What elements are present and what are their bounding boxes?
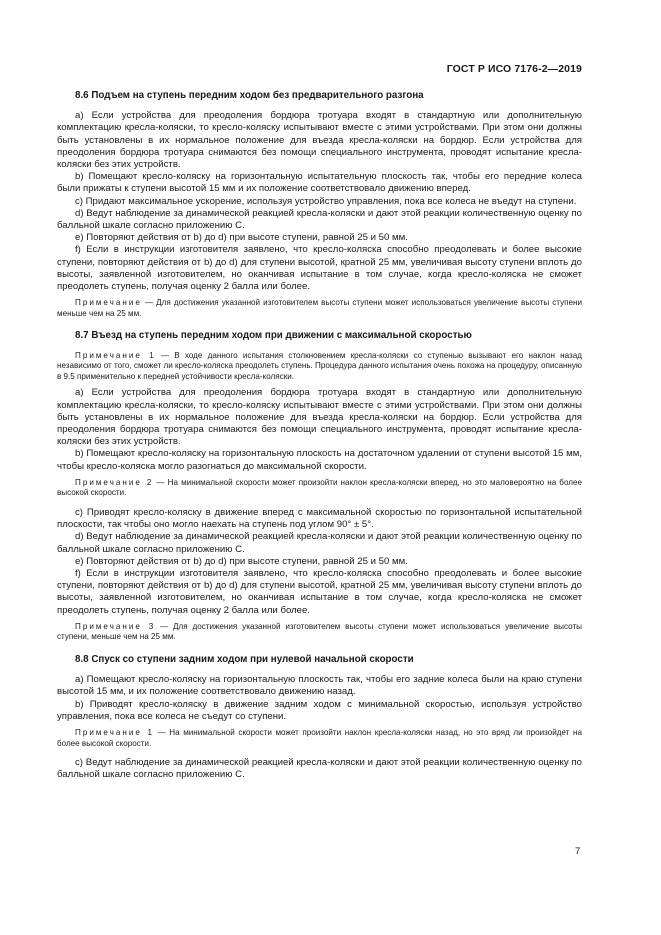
- paragraph-8-6-c: c) Придают максимальное ускорение, используя устройство управления, пока все колеса не въедут на ступени.: [75, 195, 577, 207]
- paragraph-8-6-e: e) Повторяют действия от b) до d) при высоте ступени, равной 25 и 50 мм.: [75, 232, 408, 244]
- paragraph-8-7-a: a) Если устройства для преодоления бордюра тротуара входят в стандартную или дополнительную комплектацию кресла-коляски, то кресло-коляску испытывают вместе с этими устройствами. При этом они должны быть установлены в их нормальное положение для въезда кресла-коляски на бордюр. Если устройства для преодоления бордюра тротуара снимаются без помощи специального инструмента, проводят испытание кресла-коляски без этих устройств.: [57, 387, 582, 448]
- note-text: — Для достижения указанной изготовителем высоты ступени может использоваться увеличение высоты ступени меньше чем на 25 мм.: [57, 298, 582, 318]
- note-8-8-1: [57, 728, 582, 749]
- note-8-7-3: [57, 622, 582, 643]
- paragraph-8-8-b: b) Приводят кресло-коляску в движение задним ходом с минимальной скоростью, используя устройство управления, пока все колеса не съедут со ступени.: [57, 698, 582, 722]
- section-heading-8-8: 8.8 Спуск со ступени задним ходом при нулевой начальной скорости: [75, 654, 414, 666]
- note-text: — В ходе данного испытания столкновением кресла-коляски со ступенью вызывают его наклон назад независимо от того, сможет ли кресло-коляска преодолеть ступень. Процедура данного испытания очень похожа на процедуру, описанную в 9.5 применительно к передней устойчивости кресла-коляски.: [57, 350, 582, 381]
- note-label: Примечание 2: [75, 477, 154, 487]
- paragraph-8-7-b: b) Помещают кресло-коляску на горизонтальную плоскость на достаточном удалении от ступени высотой 15 мм, чтобы кресло-коляска могло разогнаться до максимальной скорости.: [57, 448, 582, 472]
- note-text: — Для достижения указанной изготовителем высоты ступени может использоваться увеличение высоты ступени, меньше чем на 25 мм.: [57, 621, 582, 642]
- note-label: Примечание: [75, 298, 142, 308]
- note-text: — На минимальной скорости может произойти наклон кресла-коляски назад, но это вряд ли произойдет на более высокой скорости.: [57, 728, 582, 748]
- paragraph-8-6-a: a) Если устройства для преодоления бордюра тротуара входят в стандартную или дополнительную комплектацию кресла-коляски, то кресло-коляску испытывают вместе с этими устройствами. При этом они должны быть установлены в их нормальное положение для въезда кресла-коляски на бордюр. Если устройства для преодоления бордюра тротуара снимаются без помощи специального инструмента, проводят испытание кресла-коляски без этих устройств.: [57, 110, 582, 171]
- note-8-6: [57, 298, 582, 319]
- note-label: Примечание 1: [75, 728, 154, 738]
- paragraph-8-7-f: f) Если в инструкции изготовителя заявлено, что кресло-коляска способно преодолевать и более высокие ступени, повторяют действия от b) до d) для ступени высотой, кратной 25 мм, увеличивая высоту ступени вплоть до высоты, заявленной изготовителем, но оканчивая испытание в том случае, когда кресло-коляска не сможет преодолеть ступень, получая оценку 2 балла или более.: [57, 568, 582, 616]
- note-text: — На минимальной скорости может произойти наклон кресла-коляски вперед, но это маловероятно на более высокой скорости.: [57, 477, 582, 498]
- paragraph-8-7-c: c) Приводят кресло-коляску в движение вперед с максимальной скоростью по горизонтальной испытательной плоскости, так чтобы оно могло наехать на ступень под углом 90° ± 5°.: [57, 507, 582, 531]
- note-label: Примечание 3: [75, 621, 156, 631]
- paragraph-8-6-d: d) Ведут наблюдение за динамической реакцией кресла-коляски и дают этой реакции количественную оценку по балльной шкале согласно приложению С.: [57, 207, 582, 232]
- note-8-7-1: [57, 351, 582, 383]
- paragraph-8-8-c: c) Ведут наблюдение за динамической реакцией кресла-коляски и дают этой реакции количественную оценку по балльной шкале согласно приложению С.: [57, 757, 582, 781]
- section-heading-8-7: 8.7 Въезд на ступень передним ходом при движении с максимальной скоростью: [75, 330, 472, 342]
- note-8-7-2: [57, 478, 582, 499]
- page-content: [57, 90, 582, 782]
- page-number: 7: [575, 846, 581, 857]
- paragraph-8-8-a: a) Помещают кресло-коляску на горизонтальную плоскость так, чтобы его задние колеса были на краю ступени высотой 15 мм, и их положение соответствовало движению назад.: [57, 674, 582, 698]
- note-label: Примечание 1: [75, 350, 156, 360]
- document-code: ГОСТ Р ИСО 7176-2—2019: [446, 63, 582, 75]
- paragraph-8-6-f: f) Если в инструкции изготовителя заявлено, что кресло-коляска способно преодолевать и более высокие ступени, повторяют действия от b) до d) для ступени высотой, кратной 25 мм, увеличивая высоту ступени вплоть до высоты, заявленной изготовителем, но оканчивая испытание в том случае, когда кресло-коляска не сможет преодолеть ступень, получая оценку 2 балла или более.: [57, 244, 582, 293]
- section-heading-8-6: 8.6 Подъем на ступень передним ходом без предварительного разгона: [75, 90, 424, 101]
- paragraph-8-6-b: b) Помещают кресло-коляску на горизонтальную испытательную плоскость так, чтобы его передние колеса были прижаты к ступени высотой 15 мм и их положение соответствовало движению вперед.: [57, 171, 582, 195]
- paragraph-8-7-d: d) Ведут наблюдение за динамической реакцией кресла-коляски и дают этой реакции количественную оценку по балльной шкале согласно приложению С.: [57, 531, 582, 555]
- paragraph-8-7-e: e) Повторяют действия от b) до d) при высоте ступени, равной 25 и 50 мм.: [75, 555, 408, 567]
